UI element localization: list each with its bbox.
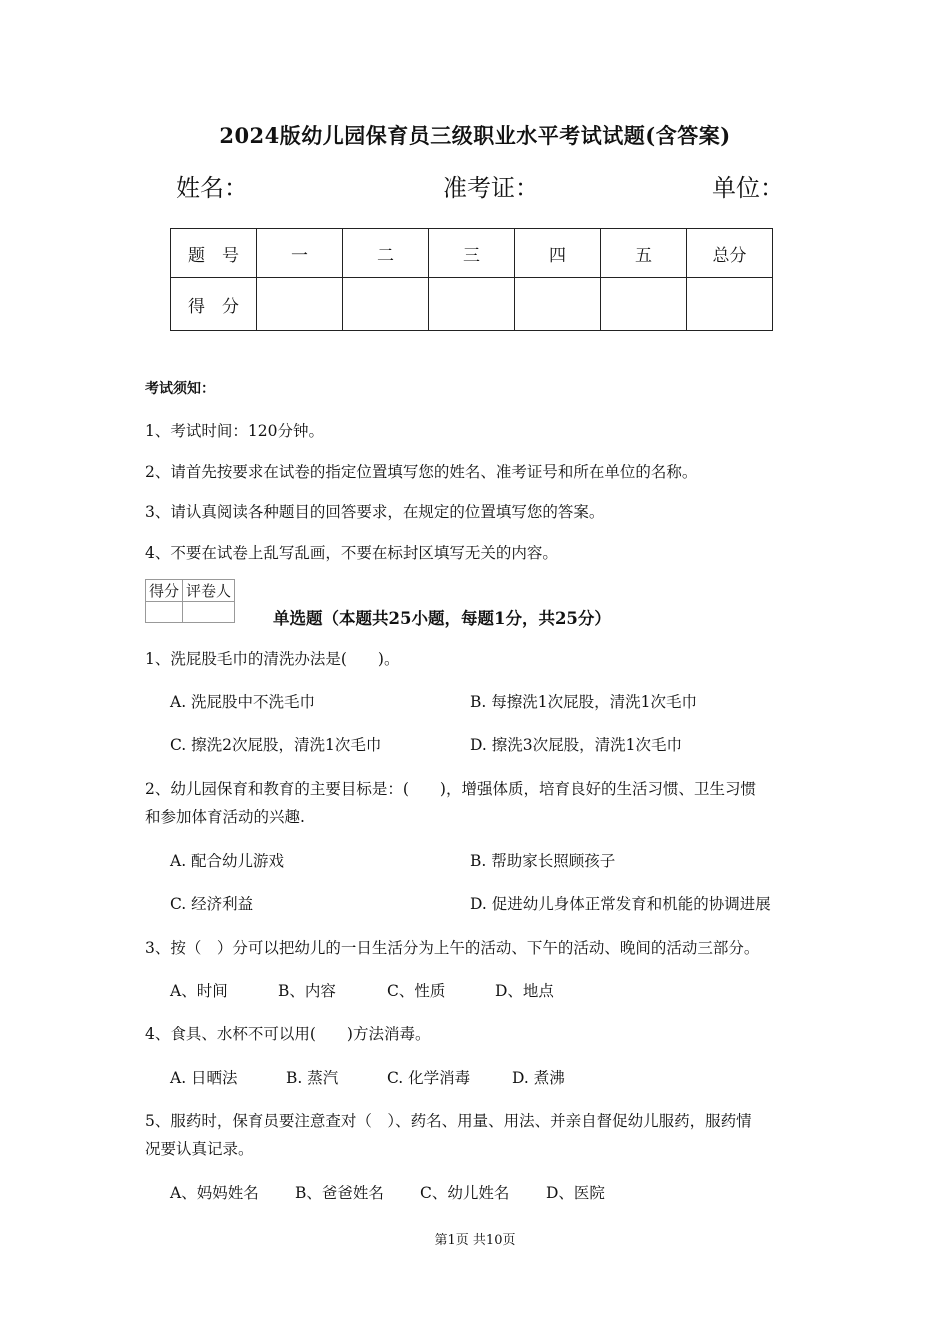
question-stem: 3、按（ ）分可以把幼儿的一日生活分为上午的活动、下午的活动、晚间的活动三部分。 — [145, 939, 760, 957]
answer-option[interactable]: B. 每擦洗1次屁股，清洗1次毛巾 — [470, 693, 697, 711]
answer-option[interactable]: B. 蒸汽 — [286, 1069, 339, 1087]
answer-option[interactable]: C、幼儿姓名 — [420, 1184, 510, 1202]
question-stem-continued: 和参加体育活动的兴趣. — [145, 808, 305, 826]
answer-option[interactable]: B. 帮助家长照顾孩子 — [470, 852, 616, 870]
notice-heading: 考试须知： — [145, 381, 215, 397]
question-number-label: 题 号 — [171, 229, 257, 278]
grader-name-label: 评卷人 — [183, 580, 235, 602]
grader-box — [145, 579, 235, 623]
answer-option[interactable]: A. 日晒法 — [170, 1069, 238, 1087]
score-cell[interactable] — [601, 278, 687, 331]
answer-option[interactable]: C. 化学消毒 — [387, 1069, 471, 1087]
answer-option[interactable]: D. 促进幼儿身体正常发育和机能的协调进展 — [470, 895, 771, 913]
score-column-header: 一 — [257, 229, 343, 278]
total-score-header: 总分 — [687, 229, 773, 278]
answer-option[interactable]: D、医院 — [546, 1184, 605, 1202]
name-field-label: 姓名： — [176, 174, 248, 202]
score-column-header: 三 — [429, 229, 515, 278]
score-table — [170, 228, 773, 331]
page-title: 2024版幼儿园保育员三级职业水平考试试题(含答案) — [219, 123, 731, 148]
grader-score-label: 得分 — [146, 580, 183, 602]
unit-field-label: 单位： — [712, 174, 784, 202]
question-stem: 5、服药时，保育员要注意查对（ ）、药名、用量、用法、并亲自督促幼儿服药，服药情 — [145, 1112, 752, 1130]
score-cell[interactable] — [429, 278, 515, 331]
score-table-score-row — [171, 278, 773, 331]
score-cell[interactable] — [515, 278, 601, 331]
answer-option[interactable]: C. 擦洗2次屁股，清洗1次毛巾 — [170, 736, 382, 754]
answer-option[interactable]: A、妈妈姓名 — [170, 1184, 259, 1202]
notice-item: 4、不要在试卷上乱写乱画，不要在标封区填写无关的内容。 — [145, 544, 558, 562]
answer-option[interactable]: B、内容 — [278, 982, 336, 1000]
answer-option[interactable]: C. 经济利益 — [170, 895, 254, 913]
answer-option[interactable]: A. 配合幼儿游戏 — [170, 852, 285, 870]
answer-option[interactable]: C、性质 — [387, 982, 446, 1000]
answer-option[interactable]: D. 擦洗3次屁股，清洗1次毛巾 — [470, 736, 682, 754]
section-title: 单选题（本题共25小题，每题1分，共25分） — [273, 609, 611, 628]
answer-option[interactable]: A. 洗屁股中不洗毛巾 — [170, 693, 316, 711]
exam-number-field-label: 准考证： — [443, 174, 539, 202]
question-stem-continued: 况要认真记录。 — [145, 1140, 254, 1158]
answer-option[interactable]: D. 煮沸 — [512, 1069, 565, 1087]
total-score-cell[interactable] — [687, 278, 773, 331]
page-number: 第1页 共10页 — [434, 1233, 516, 1248]
notice-item: 3、请认真阅读各种题目的回答要求，在规定的位置填写您的答案。 — [145, 503, 605, 521]
score-column-header: 五 — [601, 229, 687, 278]
question-stem: 1、洗屁股毛巾的清洗办法是( )。 — [145, 650, 400, 668]
answer-option[interactable]: A、时间 — [170, 982, 228, 1000]
question-stem: 2、幼儿园保育和教育的主要目标是：( )，增强体质，培育良好的生活习惯、卫生习惯 — [145, 780, 756, 798]
score-row-label: 得 分 — [171, 278, 257, 331]
answer-option[interactable]: D、地点 — [495, 982, 554, 1000]
score-cell[interactable] — [343, 278, 429, 331]
notice-item: 1、考试时间：120分钟。 — [145, 422, 324, 440]
grader-score-cell[interactable] — [146, 602, 183, 623]
notice-item: 2、请首先按要求在试卷的指定位置填写您的姓名、准考证号和所在单位的名称。 — [145, 463, 698, 481]
score-column-header: 二 — [343, 229, 429, 278]
score-column-header: 四 — [515, 229, 601, 278]
score-table-header-row — [171, 229, 773, 278]
question-stem: 4、食具、水杯不可以用( )方法消毒。 — [145, 1025, 431, 1043]
answer-option[interactable]: B、爸爸姓名 — [295, 1184, 384, 1202]
score-cell[interactable] — [257, 278, 343, 331]
grader-name-cell[interactable] — [183, 602, 235, 623]
